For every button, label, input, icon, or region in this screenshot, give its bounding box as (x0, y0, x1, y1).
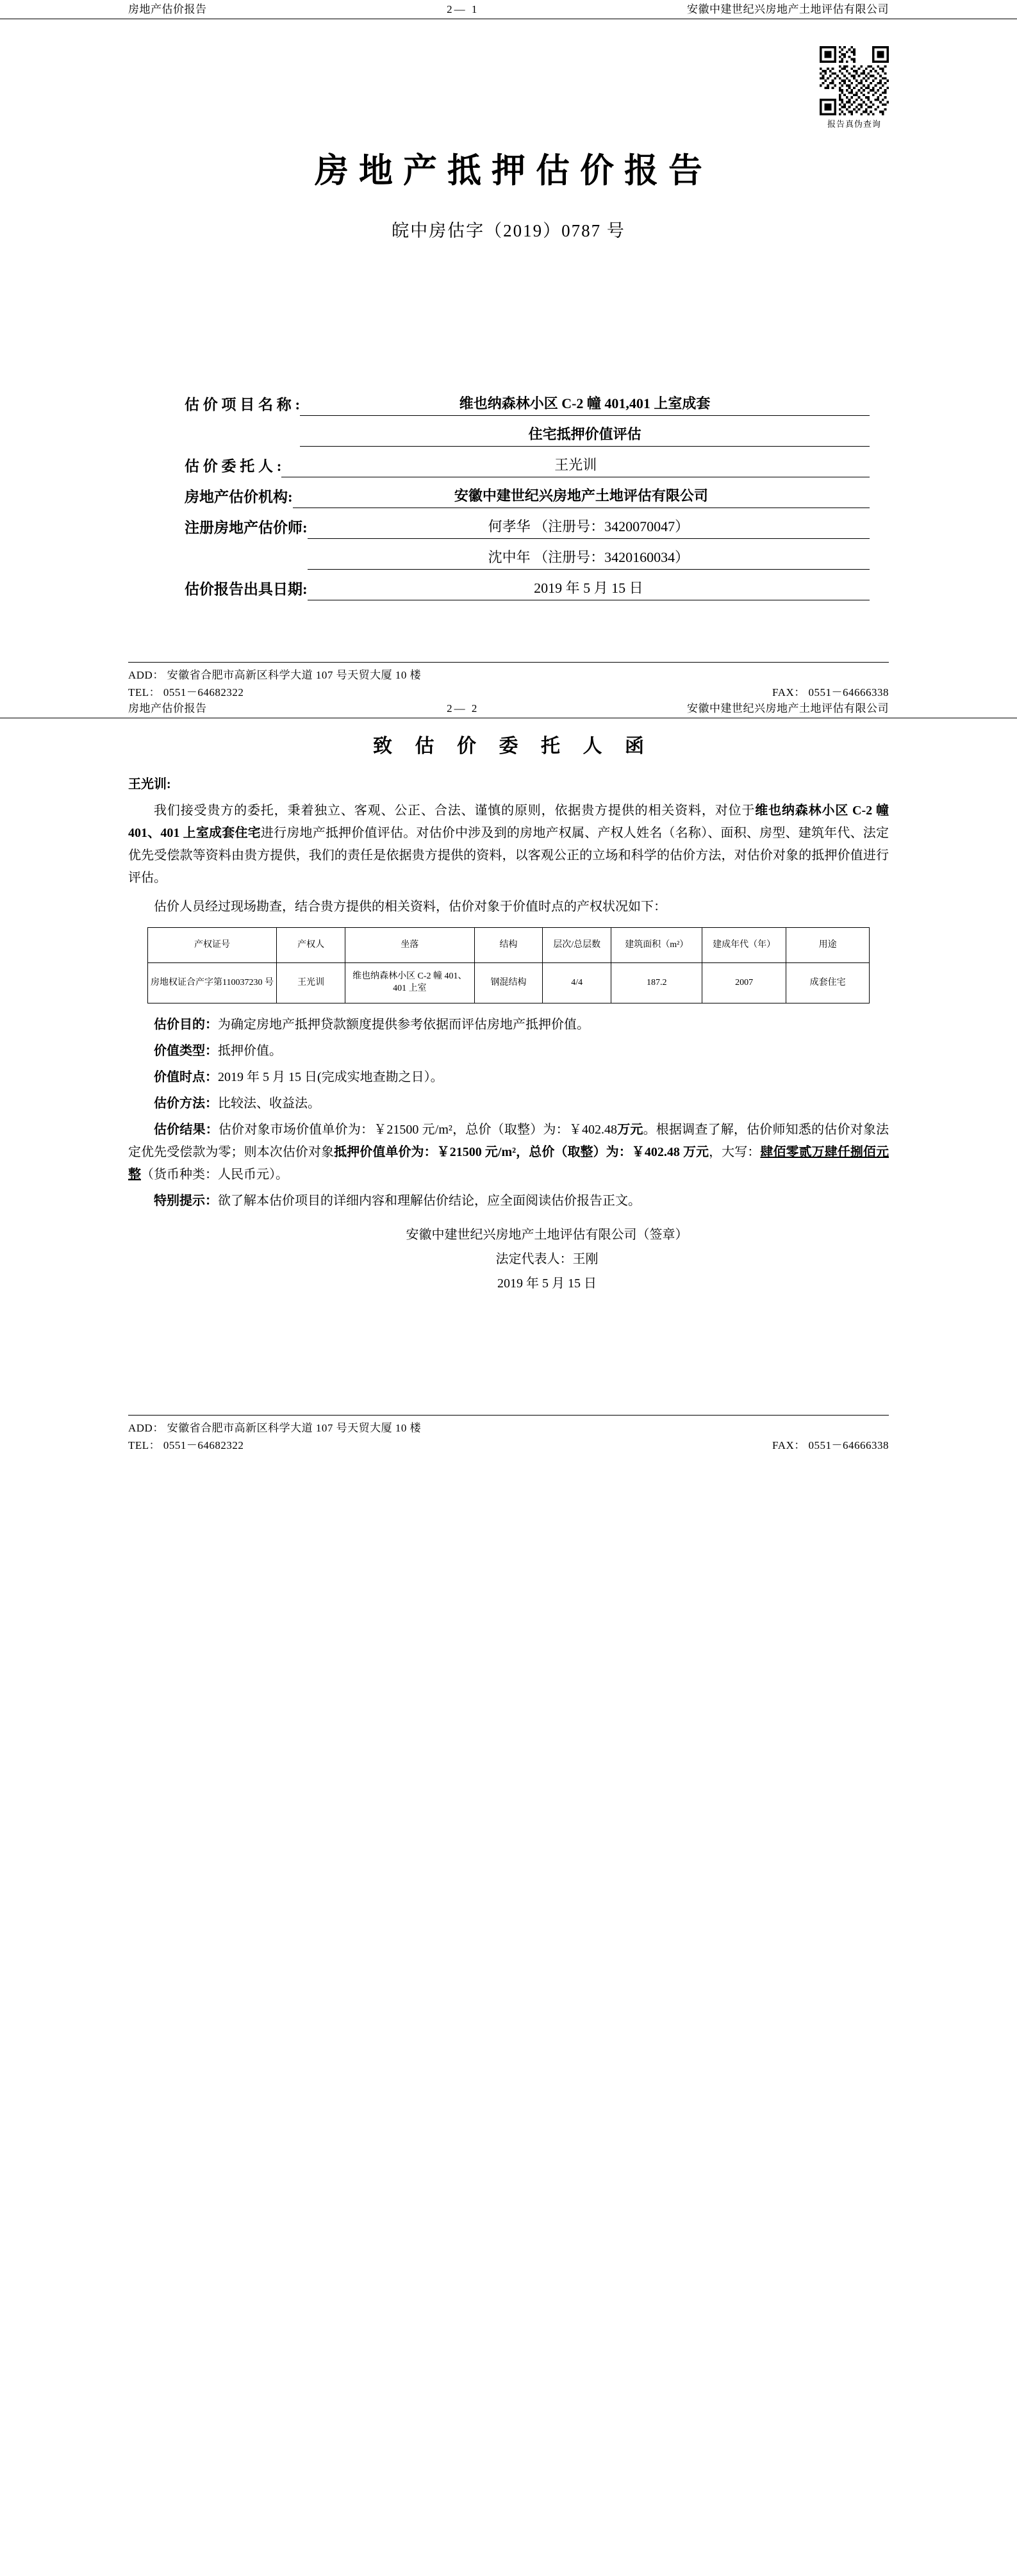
result-part-1: 估价对象市场价值单价为：￥21500 元/m²，总价（取整）为：￥402.48 (218, 1123, 618, 1137)
th-certificate-no: 产权证号 (147, 928, 277, 963)
th-use: 用途 (786, 928, 869, 963)
running-header-page2 (0, 699, 1017, 718)
footer-contact (128, 683, 889, 699)
item-text: 比较法、收益法。 (218, 1096, 320, 1110)
td-year-built: 2007 (702, 963, 786, 1003)
tip-text: 欲了解本估价项目的详细内容和理解估价结论，应全面阅读估价报告正文。 (218, 1194, 641, 1208)
running-header-page-number: 2— 1 (447, 3, 479, 15)
tip-label: 特别提示： (154, 1194, 218, 1208)
signature-block (128, 1223, 889, 1296)
running-header-page-number: 2— 2 (447, 702, 479, 714)
letter-page (0, 699, 1017, 1452)
td-floor: 4/4 (543, 963, 611, 1003)
item-label: 估价目的： (154, 1018, 218, 1032)
field-value: 何孝华 （注册号：3420070047） (308, 516, 870, 539)
footer-address: ADD： 安徽省合肥市高新区科学大道 107 号天贸大厦 10 楼 (128, 1422, 422, 1434)
field-label: 房地产估价机构: (185, 488, 293, 505)
item-label: 估价方法： (154, 1096, 218, 1110)
footer-contact (128, 1436, 889, 1452)
letter-paragraph-1 (128, 800, 889, 889)
field-label: 估价报告出具日期: (185, 581, 308, 597)
td-owner: 王光训 (277, 963, 345, 1003)
item-value-type (128, 1040, 889, 1062)
item-label: 价值类型： (154, 1044, 218, 1058)
field-client (185, 454, 870, 477)
td-certificate-no: 房地权证合产字第110037230 号 (147, 963, 277, 1003)
property-status-table (147, 927, 870, 1003)
field-label: 注册房地产估价师: (185, 519, 308, 536)
td-use: 成套住宅 (786, 963, 869, 1003)
qr-area (128, 46, 889, 129)
para1-property: 维也纳森林小区 C-2 幢 401、401 上室成套住宅 (128, 804, 889, 840)
footer-divider (128, 1415, 889, 1416)
table-row (147, 963, 870, 1003)
cover-spacer (128, 242, 889, 389)
signature-company: 安徽中建世纪兴房地产土地评估有限公司（签章） (406, 1228, 688, 1242)
table-header-row (147, 928, 870, 963)
result-part-3: 。根据调查了解，估价师知悉的估价对象法定优先受偿款为零；则本次估价对象 (128, 1123, 889, 1159)
result-part-4: 抵押价值单价为：￥21500 元/m²，总价（取整）为：￥402.48 万元 (334, 1145, 709, 1159)
field-value: 安徽中建世纪兴房地产土地评估有限公司 (293, 485, 870, 508)
th-owner: 产权人 (277, 928, 345, 963)
result-part-5: ，大写： (709, 1145, 761, 1159)
letter-body (0, 730, 1017, 1353)
item-text: 抵押价值。 (218, 1044, 282, 1058)
letter-title: 致 估 价 委 托 人 函 (373, 736, 653, 757)
th-floor: 层次/总层数 (543, 928, 611, 963)
para1-part-c: 进行房地产抵押价值评估。对估价中涉及到的房地产权属、产权人姓名（名称）、面积、房型、建筑年代、法定优先受偿款等资料由贵方提供，我们的责任是依据贵方提供的资料，以客观公正的立场和科学的估价方法，对估价对象的抵押价值进行评估。 (128, 826, 889, 885)
field-appraisal-institution (185, 485, 870, 508)
footer-fax: FAX： 0551－64666338 (772, 1439, 889, 1451)
signature-legal-representative: 法定代表人：王刚 (495, 1252, 599, 1266)
cover-footer (0, 662, 1017, 699)
field-value: 沈中年 （注册号：3420160034） (308, 547, 870, 570)
field-registered-appraiser-2 (185, 547, 870, 570)
letter-salutation: 王光训: (128, 777, 171, 791)
field-value: 维也纳森林小区 C-2 幢 401,401 上室成套 (300, 393, 870, 416)
signature-date: 2019 年 5 月 15 日 (497, 1276, 597, 1291)
item-special-note (128, 1190, 889, 1212)
cover-fields (128, 393, 889, 600)
item-label: 价值时点： (154, 1070, 218, 1084)
item-text: 2019 年 5 月 15 日(完成实地查勘之日）。 (218, 1070, 443, 1084)
item-value-date (128, 1066, 889, 1089)
th-year-built: 建成年代（年） (702, 928, 786, 963)
letter-footer (0, 1415, 1017, 1452)
item-appraisal-method (128, 1093, 889, 1115)
td-structure: 钢混结构 (474, 963, 543, 1003)
field-registered-appraiser-1 (185, 516, 870, 539)
field-label: 估 价 委 托 人 : (185, 458, 282, 474)
field-issue-date (185, 577, 870, 600)
td-area: 187.2 (611, 963, 702, 1003)
footer-tel: TEL： 0551－64682322 (128, 686, 244, 698)
field-project-name-line2 (185, 424, 870, 447)
running-header-right: 安徽中建世纪兴房地产土地评估有限公司 (686, 3, 889, 15)
cover-body (0, 46, 1017, 600)
field-value: 2019 年 5 月 15 日 (308, 577, 870, 600)
footer-divider (128, 662, 889, 663)
result-amount-in-words: 肆佰零贰万肆仟捌佰元整 (128, 1145, 889, 1182)
item-appraisal-result (128, 1119, 889, 1186)
qr-caption: 报告真伪查询 (827, 119, 881, 129)
running-header-right: 安徽中建世纪兴房地产土地评估有限公司 (686, 702, 889, 714)
running-header-page1 (0, 0, 1017, 19)
field-value: 王光训 (281, 454, 870, 477)
item-appraisal-purpose (128, 1014, 889, 1036)
letter-paragraph-2: 估价人员经过现场勘查，结合贵方提供的相关资料，估价对象于价值时点的产权状况如下： (154, 900, 666, 914)
field-value: 住宅抵押价值评估 (300, 424, 870, 447)
th-location: 坐落 (345, 928, 475, 963)
qr-code-icon (820, 46, 889, 115)
result-part-7: （货币种类：人民币元）。 (141, 1168, 288, 1182)
td-location: 维也纳森林小区 C-2 幢 401、401 上室 (345, 963, 475, 1003)
footer-address: ADD： 安徽省合肥市高新区科学大道 107 号天贸大厦 10 楼 (128, 669, 422, 681)
th-structure: 结构 (474, 928, 543, 963)
field-project-name (185, 393, 870, 416)
report-number: 皖中房估字（2019）0787 号 (392, 221, 625, 240)
page-title: 房地产抵押估价报告 (315, 153, 713, 190)
field-label: 估 价 项 目 名 称 : (185, 396, 301, 413)
result-label: 估价结果： (154, 1123, 219, 1137)
result-part-2: 万元 (617, 1123, 643, 1137)
item-text: 为确定房地产抵押贷款额度提供参考依据而评估房地产抵押价值。 (218, 1018, 590, 1032)
letter-spacer (128, 1296, 889, 1353)
footer-tel: TEL： 0551－64682322 (128, 1439, 244, 1451)
cover-page (0, 0, 1017, 699)
footer-fax: FAX： 0551－64666338 (772, 686, 889, 698)
para1-part-a: 我们接受贵方的委托，秉着独立、客观、公正、合法、谨慎的原则，依据贵方提供的相关资料，对位于 (154, 804, 756, 818)
th-area: 建筑面积（m²） (611, 928, 702, 963)
running-header-left: 房地产估价报告 (128, 702, 207, 714)
running-header-left: 房地产估价报告 (128, 3, 207, 15)
